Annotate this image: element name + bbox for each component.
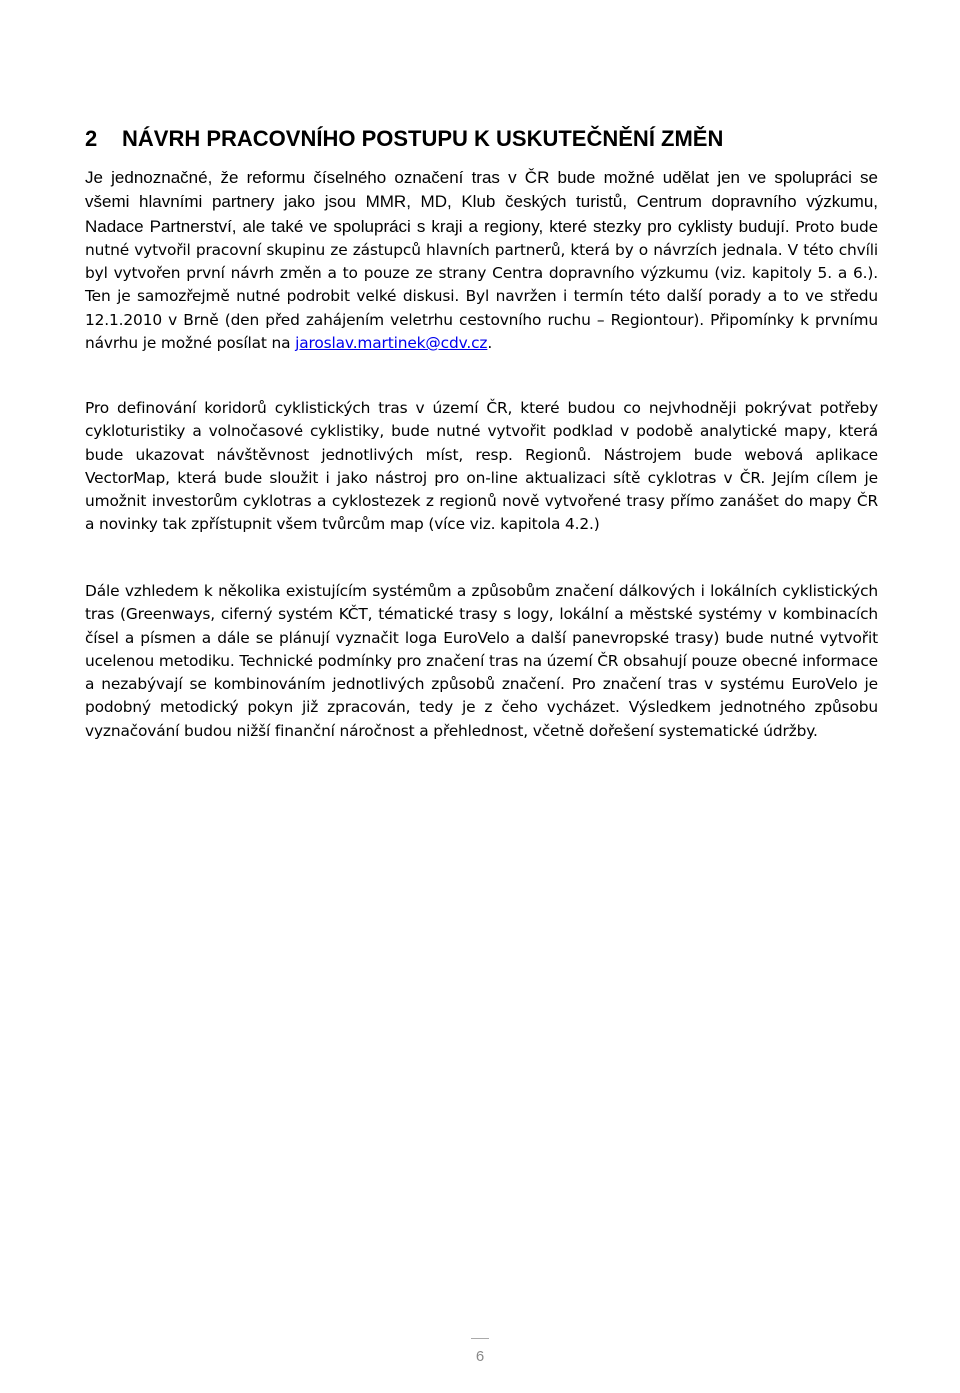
paragraph-corridors: Pro definování koridorů cyklistických tras v území ČR, které budou co nejvhodněji pokrývat potřeby cykloturistiky a volnočasové cyklistiky, bude nutné vytvořit podklad v podobě analytické mapy, která bude ukazovat návštěvnost jednotlivých míst, resp. Regionů. Nástrojem bude webová aplikace VectorMap, která bude sloužit i jako nástroj pro on-line aktualizaci sítě cyklotras v ČR. Jejím cílem je umožnit investorům cyklotras a cyklostezek z regionů nově vytvořené trasy přímo zanášet do mapy ČR a novinky tak zpřístupnit všem tvůrcům map (více viz. kapitola 4.2.)	[85, 399, 878, 534]
page-number: 6	[475, 1348, 485, 1365]
paragraph-reform-end: .	[487, 334, 493, 353]
section-number: 2	[85, 126, 98, 152]
paragraph-reform	[85, 166, 878, 355]
section-title: NÁVRH PRACOVNÍHO POSTUPU K USKUTEČNĚNÍ ZMĚN	[122, 126, 724, 152]
email-link[interactable]: jaroslav.martinek@cdv.cz	[295, 334, 488, 353]
paragraph-reform-body: Proto bude nutné vytvořil pracovní skupinu ze zástupců hlavních partnerů, která by o návrzích jednala. V této chvíli byl vytvořen první návrh změn a to pouze ze strany Centra dopravního výzkumu (viz. kapitoly 5. a 6.). Ten je samozřejmě nutné podrobit velké diskusi. Byl navržen i termín této další porady a to ve středu 12.1.2010 v Brně (den před zahájením veletrhu cestovního ruchu – Regiontour). Připomínky k prvnímu návrhu je možné posílat na	[85, 217, 878, 353]
paragraph-methodology: Dále vzhledem k několika existujícím systémům a způsobům značení dálkových i lokálních cyklistických tras (Greenways, ciferný systém KČT, tématické trasy s logy, lokální a městské systémy v kombinacích čísel a písmen a dále se plánují vyznačit loga EuroVelo a další panevropské trasy) bude nutné vytvořit ucelenou metodiku. Technické podmínky pro značení tras na území ČR obsahují pouze obecné informace a nezabývají se kombinováním jednotlivých způsobů značení. Pro značení tras v systému EuroVelo je podobný metodický pokyn již zpracován, tedy je z čeho vycházet. Výsledkem jednotného způsobu vyznačování budou nižší finanční náročnost a přehlednost, včetně dořešení systematické údržby.	[85, 582, 878, 740]
page-footer	[0, 1338, 960, 1365]
paragraph-reform-intro: Je jednoznačné, že reformu číselného označení tras v ČR bude možné udělat jen ve spolupráci se všemi hlavními partnery jako jsou MMR, MD, Klub českých turistů, Centrum dopravního výzkumu, Nadace Partnerství, ale také ve spolupráci s kraji a regiony, které stezky pro cyklisty budují.	[85, 168, 878, 236]
section-heading	[85, 124, 878, 154]
footer-divider	[471, 1338, 489, 1339]
